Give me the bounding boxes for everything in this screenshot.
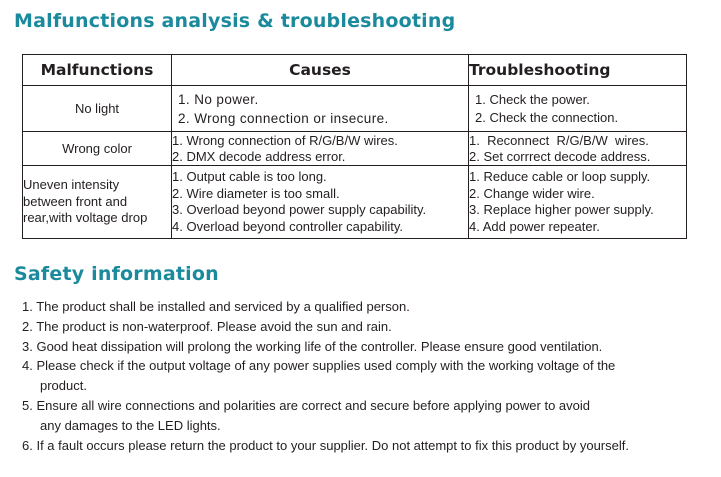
causes-cell — [172, 86, 469, 132]
malfunction-text: between front and — [23, 193, 128, 209]
malfunction-text: Uneven intensity — [23, 177, 120, 193]
malfunction-text: No light — [74, 100, 120, 116]
cause-line: 4. Overload beyond controller capability. — [172, 218, 403, 234]
troubleshooting-line: 4. Add power repeater. — [469, 218, 600, 234]
table-row — [23, 132, 687, 166]
troubleshooting-line: 2. Check the connection. — [475, 109, 619, 125]
list-item — [22, 356, 712, 396]
safety-item-text: 4. Please check if the output voltage of any power supplies used comply with the working voltage of the — [22, 358, 616, 374]
troubleshooting-cell — [469, 86, 687, 132]
troubleshooting-cell — [469, 132, 687, 166]
troubleshooting-line: 2. Set corrrect decode address. — [469, 148, 651, 164]
list-item — [22, 436, 712, 456]
table-row — [23, 166, 687, 239]
list-item — [22, 337, 712, 357]
troubleshooting-line: 1. Reduce cable or loop supply. — [469, 169, 651, 184]
cause-line: 2. Wrong connection or insecure. — [178, 110, 389, 126]
list-item — [22, 317, 712, 337]
header-malfunctions: Malfunctions — [23, 55, 172, 86]
cause-line: 1. Wrong connection of R/G/B/W wires. — [172, 132, 398, 148]
safety-item-text: any damages to the LED lights. — [40, 417, 221, 433]
troubleshooting-line: 1. Reconnect R/G/B/W wires. — [469, 132, 649, 148]
malfunction-text: Wrong color — [62, 140, 132, 156]
causes-cell — [172, 166, 469, 239]
safety-heading: Safety information — [14, 263, 219, 285]
malfunction-cell — [23, 166, 172, 239]
header-troubleshooting: Troubleshooting — [469, 55, 687, 86]
malfunctions-heading: Malfunctions analysis & troubleshooting — [14, 10, 456, 32]
causes-cell — [172, 132, 469, 166]
safety-item-text: 5. Ensure all wire connections and polarities are correct and secure before applying power to avoid — [22, 397, 590, 413]
malfunction-cell — [23, 86, 172, 132]
header-causes: Causes — [172, 55, 469, 86]
cause-line: 1. No power. — [178, 91, 259, 107]
list-item — [22, 396, 712, 436]
troubleshooting-table — [22, 54, 687, 239]
cause-line: 1. Output cable is too long. — [172, 169, 327, 184]
list-item — [22, 297, 712, 317]
troubleshooting-cell — [469, 166, 687, 239]
safety-item-text: 6. If a fault occurs please return the product to your supplier. Do not attempt to fix this product by yourself. — [22, 437, 629, 453]
safety-item-text: 2. The product is non-waterproof. Please avoid the sun and rain. — [22, 318, 392, 334]
cause-line: 3. Overload beyond power supply capability. — [172, 202, 427, 217]
troubleshooting-line: 2. Change wider wire. — [469, 185, 595, 201]
safety-item-text: 1. The product shall be installed and serviced by a qualified person. — [22, 299, 410, 314]
malfunction-cell — [23, 132, 172, 166]
troubleshooting-line: 3. Replace higher power supply. — [469, 202, 654, 217]
table-row — [23, 86, 687, 132]
table-header-row — [23, 55, 687, 86]
cause-line: 2. DMX decode address error. — [172, 148, 346, 164]
cause-line: 2. Wire diameter is too small. — [172, 185, 340, 201]
safety-list — [22, 297, 712, 455]
safety-item-text: product. — [40, 378, 87, 394]
malfunction-text: rear,with voltage drop — [23, 210, 148, 226]
safety-item-text: 3. Good heat dissipation will prolong the working life of the controller. Please ensure good ventilation. — [22, 338, 603, 354]
troubleshooting-line: 1. Check the power. — [475, 91, 590, 107]
